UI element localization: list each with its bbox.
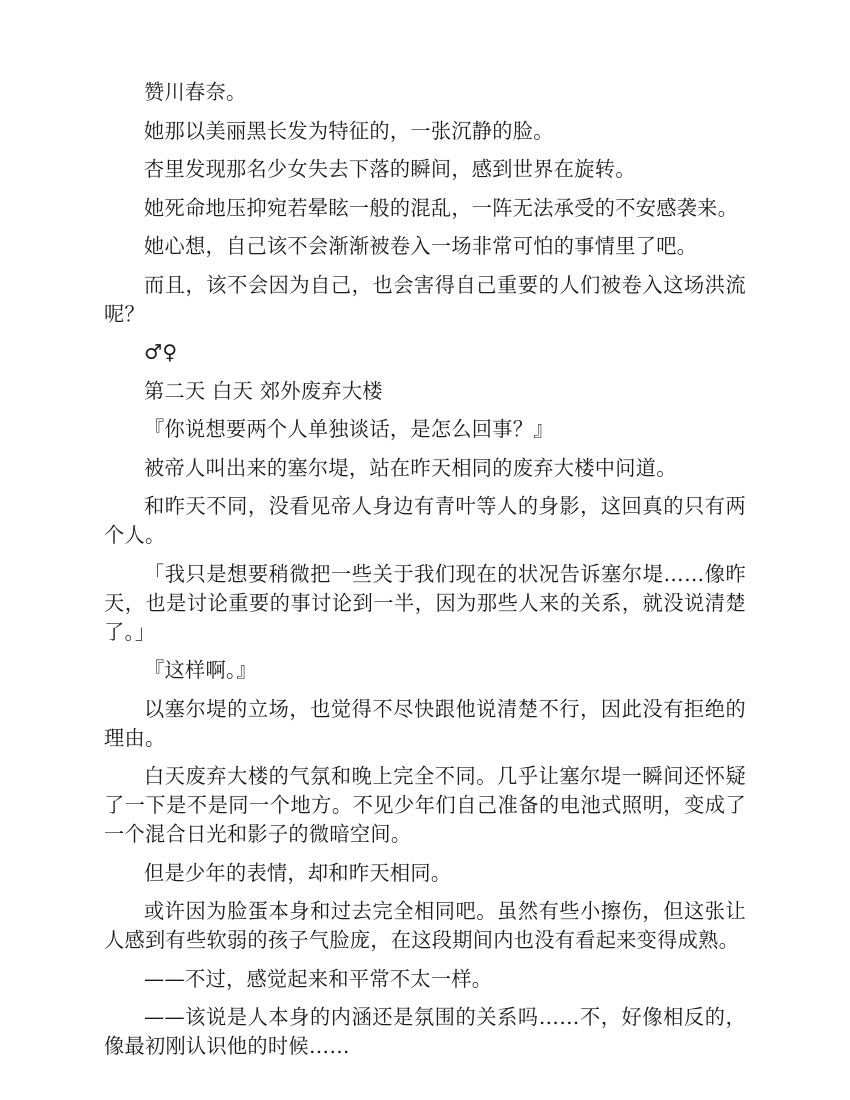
- paragraph: 但是少年的表情，却和昨天相同。: [144, 860, 452, 885]
- paragraph: 她死命地压抑宛若晕眩一般的混乱，一阵无法承受的不安感袭来。: [144, 195, 739, 220]
- paragraph: 她心想，自己该不会渐渐被卷入一场非常可怕的事情里了吧。: [144, 234, 698, 258]
- section-break-symbol: ♂♀: [144, 340, 178, 364]
- paragraph: 她那以美丽黑长发为特征的，一张沉静的脸。: [144, 118, 554, 143]
- paragraph: ——该说是人本身的内涵还是氛围的关系吗……不，好像相反的，像最初刚认识他的时候……: [104, 1005, 746, 1058]
- paragraph: 或许因为脸蛋本身和过去完全相同吧。虽然有些小擦伤，但这张让人感到有些软弱的孩子气脸庞，在这段期间内也没有看起来变得成熟。: [104, 899, 746, 952]
- paragraph: 和昨天不同，没看见帝人身边有青叶等人的身影，这回真的只有两个人。: [104, 494, 746, 547]
- paragraph: 而且，该不会因为自己，也会害得自己重要的人们被卷入这场洪流呢？: [104, 272, 746, 326]
- paragraph: 杏里发现那名少女失去下落的瞬间，感到世界在旋转。: [144, 157, 636, 181]
- scene-heading: 第二天 白天 郊外废弃大楼: [144, 378, 383, 403]
- paragraph: ——不过，感觉起来和平常不太一样。: [144, 966, 493, 991]
- paragraph: 以塞尔堤的立场，也觉得不尽快跟他说清楚不行，因此没有拒绝的理由。: [104, 696, 746, 750]
- body-text: [104, 78, 746, 1071]
- paragraph: 「我只是想要稍微把一些关于我们现在的状况告诉塞尔堤……像昨天，也是讨论重要的事讨论到一半，因为那些人来的关系，就没说清楚了。」: [104, 561, 746, 644]
- paragraph: 『这样啊。』: [144, 658, 257, 682]
- paragraph: 被帝人叫出来的塞尔堤，站在昨天相同的废弃大楼中问道。: [144, 455, 677, 480]
- paragraph: 白天废弃大楼的气氛和晚上完全不同。几乎让塞尔堤一瞬间还怀疑了一下是不是同一个地方。不见少年们自己准备的电池式照明，变成了一个混合日光和影子的微暗空间。: [104, 764, 746, 846]
- paragraph: 『你说想要两个人单独谈话，是怎么回事？』: [144, 417, 554, 441]
- paragraph: 赞川春奈。: [144, 80, 247, 104]
